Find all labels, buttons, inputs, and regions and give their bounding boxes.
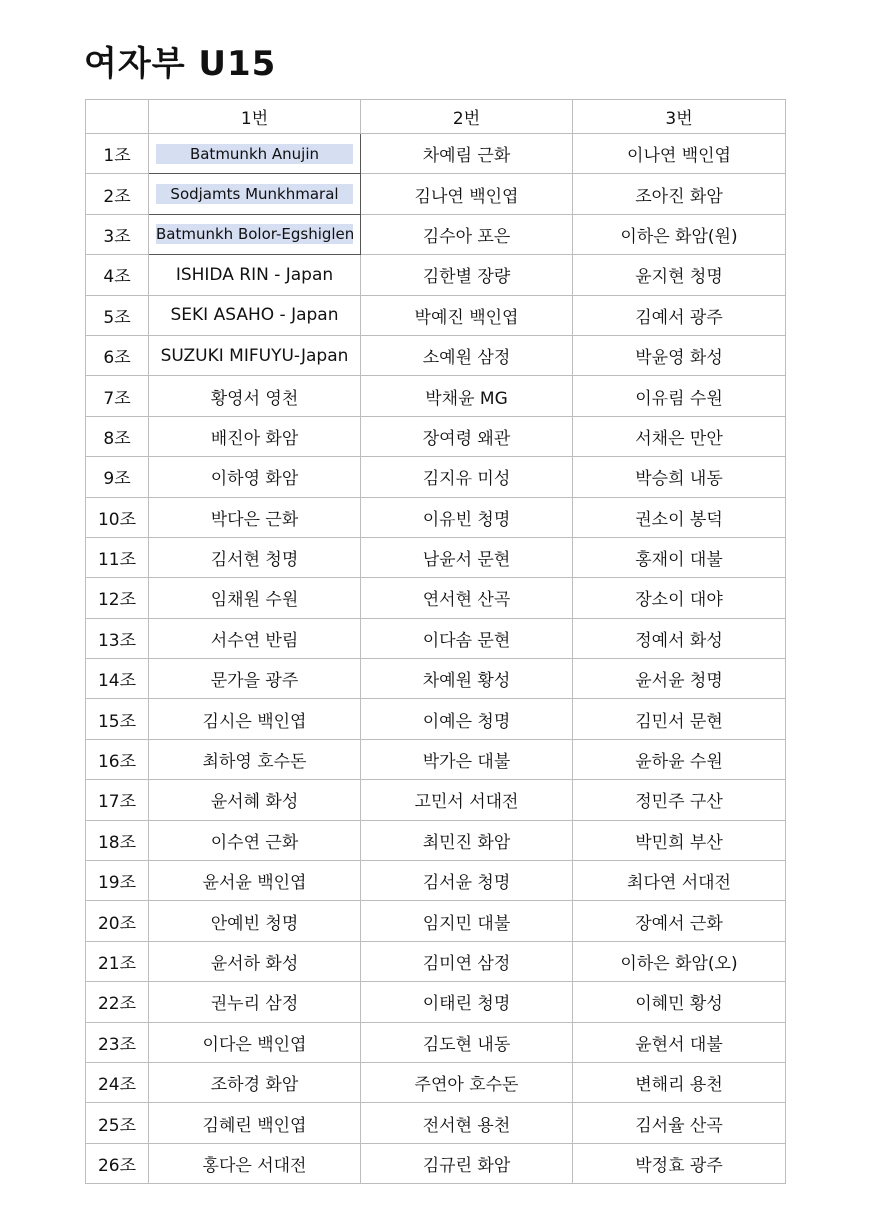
- table-row: [86, 255, 786, 295]
- group-label: 8조: [86, 416, 149, 456]
- player-1-cell: SEKI ASAHO - Japan: [149, 295, 361, 335]
- player-3-cell: 조아진 화암: [573, 174, 786, 214]
- player-1-cell: 윤서혜 화성: [149, 780, 361, 820]
- player-2-cell: 김나연 백인엽: [361, 174, 573, 214]
- player-3-cell: 권소이 봉덕: [573, 497, 786, 537]
- player-1-cell: 이수연 근화: [149, 820, 361, 860]
- player-1-cell: 조하경 화암: [149, 1062, 361, 1102]
- page-title: 여자부 U15: [84, 44, 277, 84]
- player-1-cell: [149, 134, 361, 174]
- group-label: 7조: [86, 376, 149, 416]
- player-2-cell: 김지유 미성: [361, 457, 573, 497]
- table-row: [86, 699, 786, 739]
- table-row: [86, 1103, 786, 1143]
- player-1-cell: 임채원 수원: [149, 578, 361, 618]
- player-1-cell: 이하영 화암: [149, 457, 361, 497]
- player-1-cell: 홍다은 서대전: [149, 1143, 361, 1183]
- player-1-cell: [149, 174, 361, 214]
- player-1-cell: 김서현 청명: [149, 537, 361, 577]
- group-table: [85, 99, 786, 1184]
- header-player-3: 3번: [573, 100, 786, 134]
- group-label: 18조: [86, 820, 149, 860]
- player-1-cell: 김시은 백인엽: [149, 699, 361, 739]
- group-label: 19조: [86, 861, 149, 901]
- player-3-cell: 박정효 광주: [573, 1143, 786, 1183]
- group-label: 2조: [86, 174, 149, 214]
- player-3-cell: 김서율 산곡: [573, 1103, 786, 1143]
- table-row: [86, 618, 786, 658]
- highlighted-player-name: Batmunkh Bolor-Egshiglen: [156, 225, 355, 244]
- player-3-cell: 서채은 만안: [573, 416, 786, 456]
- table-row: [86, 295, 786, 335]
- player-3-cell: 이혜민 황성: [573, 982, 786, 1022]
- player-1-cell: 박다은 근화: [149, 497, 361, 537]
- header-player-2: 2번: [361, 100, 573, 134]
- player-3-cell: 장소이 대야: [573, 578, 786, 618]
- player-2-cell: 이유빈 청명: [361, 497, 573, 537]
- player-3-cell: 윤서윤 청명: [573, 659, 786, 699]
- table-row: [86, 1143, 786, 1183]
- table-row: [86, 134, 786, 174]
- group-label: 6조: [86, 335, 149, 375]
- table-row: [86, 376, 786, 416]
- table-row: [86, 780, 786, 820]
- group-label: 5조: [86, 295, 149, 335]
- highlighted-player-name: Batmunkh Anujin: [156, 144, 353, 164]
- table-row: [86, 982, 786, 1022]
- player-3-cell: 윤하윤 수원: [573, 739, 786, 779]
- player-2-cell: 소예원 삼정: [361, 335, 573, 375]
- group-label: 11조: [86, 537, 149, 577]
- player-3-cell: 이유림 수원: [573, 376, 786, 416]
- player-2-cell: 박채윤 MG: [361, 376, 573, 416]
- player-3-cell: 최다연 서대전: [573, 861, 786, 901]
- table-row: [86, 1022, 786, 1062]
- player-2-cell: 김규린 화암: [361, 1143, 573, 1183]
- player-1-cell: [149, 214, 361, 254]
- group-label: 23조: [86, 1022, 149, 1062]
- player-1-cell: 김혜린 백인엽: [149, 1103, 361, 1143]
- player-3-cell: 이하은 화암(원): [573, 214, 786, 254]
- header-blank: [86, 100, 149, 134]
- player-1-cell: ISHIDA RIN - Japan: [149, 255, 361, 295]
- player-2-cell: 이예은 청명: [361, 699, 573, 739]
- player-2-cell: 김미연 삼정: [361, 941, 573, 981]
- player-2-cell: 차예원 황성: [361, 659, 573, 699]
- group-label: 26조: [86, 1143, 149, 1183]
- table-row: [86, 861, 786, 901]
- table-row: [86, 820, 786, 860]
- player-1-cell: 윤서윤 백인엽: [149, 861, 361, 901]
- header-player-1: 1번: [149, 100, 361, 134]
- table-row: [86, 739, 786, 779]
- player-2-cell: 주연아 호수돈: [361, 1062, 573, 1102]
- player-3-cell: 이하은 화암(오): [573, 941, 786, 981]
- group-label: 25조: [86, 1103, 149, 1143]
- player-3-cell: 홍재이 대불: [573, 537, 786, 577]
- player-2-cell: 임지민 대불: [361, 901, 573, 941]
- player-2-cell: 고민서 서대전: [361, 780, 573, 820]
- player-3-cell: 윤지현 청명: [573, 255, 786, 295]
- player-1-cell: 권누리 삼정: [149, 982, 361, 1022]
- player-2-cell: 이태린 청명: [361, 982, 573, 1022]
- player-1-cell: 배진아 화암: [149, 416, 361, 456]
- player-3-cell: 박윤영 화성: [573, 335, 786, 375]
- group-label: 1조: [86, 134, 149, 174]
- group-label: 17조: [86, 780, 149, 820]
- player-1-cell: 황영서 영천: [149, 376, 361, 416]
- player-3-cell: 장예서 근화: [573, 901, 786, 941]
- player-2-cell: 차예림 근화: [361, 134, 573, 174]
- player-2-cell: 김한별 장량: [361, 255, 573, 295]
- table-row: [86, 457, 786, 497]
- highlighted-player-name: Sodjamts Munkhmaral: [156, 184, 353, 204]
- player-1-cell: SUZUKI MIFUYU-Japan: [149, 335, 361, 375]
- group-label: 21조: [86, 941, 149, 981]
- player-1-cell: 안예빈 청명: [149, 901, 361, 941]
- player-1-cell: 문가을 광주: [149, 659, 361, 699]
- player-2-cell: 연서현 산곡: [361, 578, 573, 618]
- player-2-cell: 김수아 포은: [361, 214, 573, 254]
- player-1-cell: 윤서하 화성: [149, 941, 361, 981]
- group-label: 14조: [86, 659, 149, 699]
- table-row: [86, 578, 786, 618]
- player-1-cell: 서수연 반림: [149, 618, 361, 658]
- player-2-cell: 최민진 화암: [361, 820, 573, 860]
- player-3-cell: 변해리 용천: [573, 1062, 786, 1102]
- group-label: 20조: [86, 901, 149, 941]
- table-row: [86, 174, 786, 214]
- player-3-cell: 김예서 광주: [573, 295, 786, 335]
- table-row: [86, 214, 786, 254]
- player-1-cell: 이다은 백인엽: [149, 1022, 361, 1062]
- player-3-cell: 윤현서 대불: [573, 1022, 786, 1062]
- group-label: 12조: [86, 578, 149, 618]
- player-3-cell: 정민주 구산: [573, 780, 786, 820]
- table-row: [86, 416, 786, 456]
- player-2-cell: 전서현 용천: [361, 1103, 573, 1143]
- table-row: [86, 659, 786, 699]
- player-3-cell: 김민서 문현: [573, 699, 786, 739]
- table-row: [86, 941, 786, 981]
- table-row: [86, 497, 786, 537]
- table-row: [86, 537, 786, 577]
- group-label: 3조: [86, 214, 149, 254]
- group-label: 4조: [86, 255, 149, 295]
- group-label: 9조: [86, 457, 149, 497]
- player-3-cell: 정예서 화성: [573, 618, 786, 658]
- player-2-cell: 김서윤 청명: [361, 861, 573, 901]
- group-label: 22조: [86, 982, 149, 1022]
- table-header-row: [86, 100, 786, 134]
- group-label: 13조: [86, 618, 149, 658]
- table-row: [86, 335, 786, 375]
- table-row: [86, 901, 786, 941]
- player-2-cell: 김도현 내동: [361, 1022, 573, 1062]
- group-label: 16조: [86, 739, 149, 779]
- player-3-cell: 이나연 백인엽: [573, 134, 786, 174]
- player-3-cell: 박승희 내동: [573, 457, 786, 497]
- group-label: 10조: [86, 497, 149, 537]
- table-row: [86, 1062, 786, 1102]
- player-2-cell: 장여령 왜관: [361, 416, 573, 456]
- player-3-cell: 박민희 부산: [573, 820, 786, 860]
- group-label: 24조: [86, 1062, 149, 1102]
- player-2-cell: 남윤서 문현: [361, 537, 573, 577]
- player-2-cell: 이다솜 문현: [361, 618, 573, 658]
- player-1-cell: 최하영 호수돈: [149, 739, 361, 779]
- group-label: 15조: [86, 699, 149, 739]
- player-2-cell: 박가은 대불: [361, 739, 573, 779]
- player-2-cell: 박예진 백인엽: [361, 295, 573, 335]
